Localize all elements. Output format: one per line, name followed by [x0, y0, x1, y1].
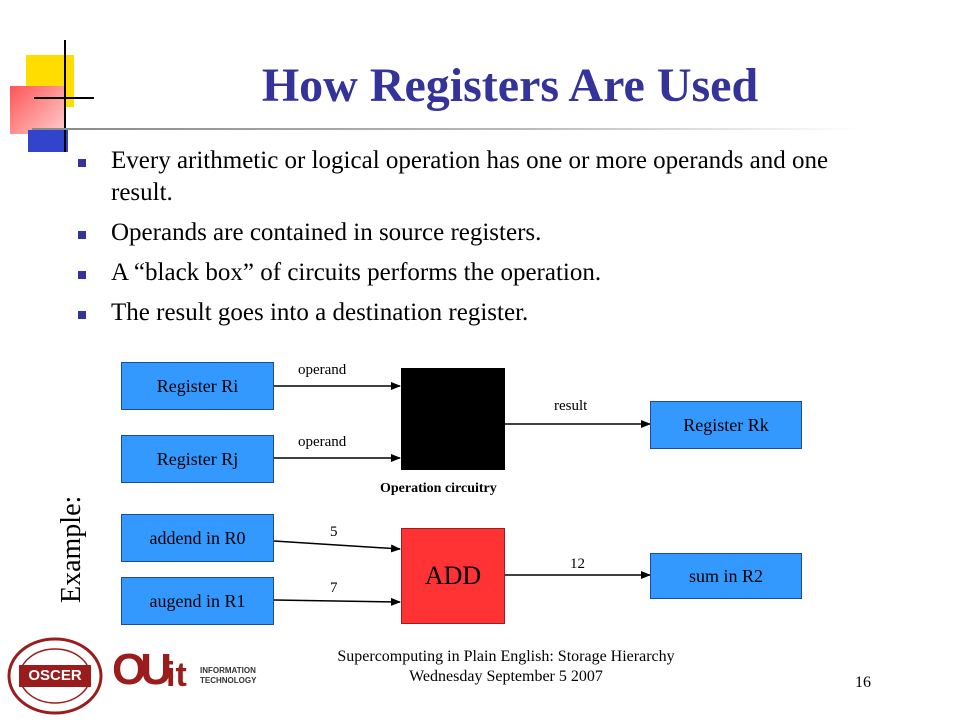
example-label: Example:	[56, 495, 87, 603]
result-label: result	[554, 398, 588, 414]
svg-text:it: it	[166, 656, 187, 694]
sum-box: sum in R2	[650, 553, 802, 599]
bullet-text: Every arithmetic or logical operation has one or more operands and one result.	[111, 147, 829, 206]
ou-logo-text: OU	[112, 645, 166, 694]
augend-box: augend in R1	[121, 577, 274, 625]
operand-label-bottom: operand	[298, 434, 347, 450]
register-rj-box: Register Rj	[121, 435, 274, 483]
page-number: 16	[855, 674, 871, 691]
operation-black-box	[401, 368, 505, 470]
bullet-text: Operands are contained in source registers.	[111, 219, 542, 246]
footer-text	[296, 647, 716, 687]
footer-line-1: Supercomputing in Plain English: Storage Hierarchy	[337, 648, 675, 665]
value-7-label: 7	[330, 580, 338, 596]
value-5-label: 5	[330, 524, 338, 540]
bullet-text: The result goes into a destination register.	[111, 299, 529, 326]
bullet-text: A “black box” of circuits performs the operation.	[111, 259, 602, 286]
slide-title: How Registers Are Used	[261, 59, 759, 112]
operation-caption: Operation circuitry	[380, 481, 497, 496]
value-12-label: 12	[570, 556, 585, 572]
footer-line-2: Wednesday September 5 2007	[409, 668, 603, 685]
ou-logo	[112, 645, 164, 709]
register-ri-box: Register Ri	[121, 362, 274, 410]
add-operation-box: ADD	[401, 528, 505, 624]
arrow-r1-to-add	[274, 600, 400, 602]
arrow-r0-to-add	[274, 541, 400, 549]
oscer-logo	[5, 635, 105, 717]
operand-label-top: operand	[298, 362, 347, 378]
addend-box: addend in R0	[121, 514, 274, 562]
it-logo-text-2: TECHNOLOGY	[200, 676, 257, 685]
oscer-logo-text: OSCER	[28, 667, 82, 684]
it-logo	[166, 648, 272, 698]
it-logo-text-1: INFORMATION	[200, 666, 256, 675]
register-rk-box: Register Rk	[650, 401, 802, 449]
